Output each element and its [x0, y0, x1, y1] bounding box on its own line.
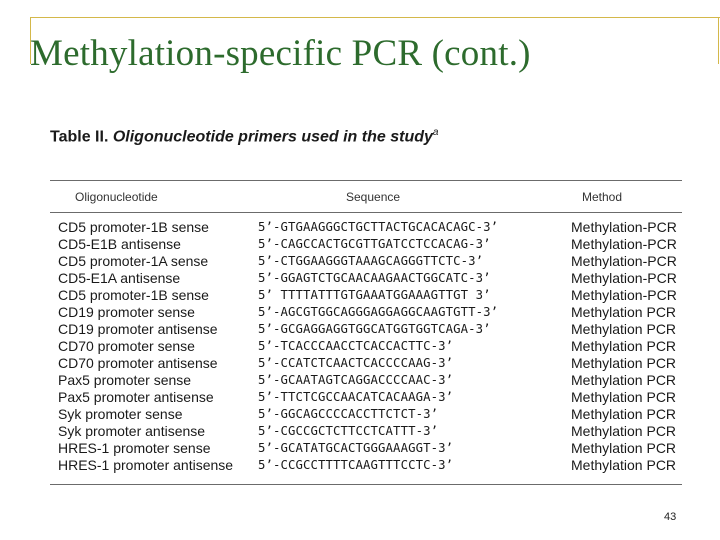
table-row: [0, 270, 720, 287]
sequence-cell: 5’-CGCCGCTCTTCCTCATTT-3’: [258, 424, 439, 438]
sequence-cell: 5’-TCACCCAACCTCACCACTTC-3’: [258, 339, 454, 353]
table-body: [0, 219, 720, 474]
sequence-cell: 5’-AGCGTGGCAGGGAGGAGGCAAGTGTT-3’: [258, 305, 499, 319]
sequence-cell: 5’-CCGCCTTTTCAAGTTTCCTC-3’: [258, 458, 454, 472]
table-row: [0, 236, 720, 253]
method-cell: Methylation PCR: [571, 321, 677, 337]
method-cell: Methylation PCR: [571, 440, 677, 456]
oligonucleotide-cell: HRES-1 promoter antisense: [58, 457, 234, 473]
method-cell: Methylation-PCR: [571, 236, 677, 252]
sequence-cell: 5’-CAGCCACTGCGTTGATCCTCCACAG-3’: [258, 237, 491, 251]
slide-title: Methylation-specific PCR (cont.): [30, 33, 531, 74]
sequence-cell: 5’-TTCTCGCCAACATCACAAGA-3’: [258, 390, 454, 404]
column-header-method: Method: [582, 190, 623, 204]
table-row: [0, 389, 720, 406]
oligonucleotide-cell: CD5 promoter-1B sense: [58, 219, 209, 235]
table-row: [0, 321, 720, 338]
table-top-rule: [50, 180, 682, 181]
sequence-cell: 5’-GCAATAGTCAGGACCCCAAC-3’: [258, 373, 454, 387]
column-header-oligonucleotide: Oligonucleotide: [75, 190, 158, 204]
table-row: [0, 457, 720, 474]
method-cell: Methylation PCR: [571, 423, 677, 439]
oligonucleotide-cell: CD19 promoter antisense: [58, 321, 218, 337]
method-cell: Methylation PCR: [571, 457, 677, 473]
method-cell: Methylation-PCR: [571, 219, 677, 235]
method-cell: Methylation PCR: [571, 389, 677, 405]
method-cell: Methylation PCR: [571, 338, 677, 354]
oligonucleotide-cell: Syk promoter antisense: [58, 423, 206, 439]
table-row: [0, 338, 720, 355]
oligonucleotide-cell: CD5 promoter-1B sense: [58, 287, 209, 303]
top-decor-line: [30, 17, 720, 18]
method-cell: Methylation PCR: [571, 355, 677, 371]
oligonucleotide-cell: CD70 promoter antisense: [58, 355, 218, 371]
table-row: [0, 355, 720, 372]
table-caption-text: Oligonucleotide primers used in the study: [112, 128, 433, 146]
table-caption-prefix: Table II.: [50, 128, 109, 146]
oligonucleotide-cell: Pax5 promoter antisense: [58, 389, 214, 405]
table-row: [0, 406, 720, 423]
oligonucleotide-cell: HRES-1 promoter sense: [58, 440, 211, 456]
table-row: [0, 372, 720, 389]
right-decor-line: [718, 17, 719, 64]
oligonucleotide-cell: Syk promoter sense: [58, 406, 183, 422]
method-cell: Methylation-PCR: [571, 270, 677, 286]
column-header-sequence: Sequence: [346, 190, 401, 204]
method-cell: Methylation-PCR: [571, 287, 677, 303]
oligonucleotide-cell: CD70 promoter sense: [58, 338, 195, 354]
table-row: [0, 423, 720, 440]
method-cell: Methylation PCR: [571, 304, 677, 320]
table-row: [0, 253, 720, 270]
table-row: [0, 440, 720, 457]
oligonucleotide-cell: Pax5 promoter sense: [58, 372, 192, 388]
sequence-cell: 5’ TTTTATTTGTGAAATGGAAAGTTGT 3’: [258, 288, 491, 302]
oligonucleotide-cell: CD19 promoter sense: [58, 304, 195, 320]
oligonucleotide-cell: CD5-E1A antisense: [58, 270, 181, 286]
sequence-cell: 5’-GCGAGGAGGTGGCATGGTGGTCAGA-3’: [258, 322, 491, 336]
table-row: [0, 219, 720, 236]
header-rule: [50, 212, 682, 213]
page-number: 43: [664, 511, 677, 523]
table-caption: [50, 127, 438, 146]
sequence-cell: 5’-GTGAAGGGCTGCTTACTGCACACAGC-3’: [258, 220, 499, 234]
sequence-cell: 5’-CTGGAAGGGTAAAGCAGGGTTCTC-3’: [258, 254, 484, 268]
table-row: [0, 304, 720, 321]
sequence-cell: 5’-GGAGTCTGCAACAAGAACTGGCATC-3’: [258, 271, 491, 285]
method-cell: Methylation PCR: [571, 406, 677, 422]
sequence-cell: 5’-GCATATGCACTGGGAAAGGT-3’: [258, 441, 454, 455]
table-caption-footnote: a: [432, 127, 439, 138]
method-cell: Methylation PCR: [571, 372, 677, 388]
table-row: [0, 287, 720, 304]
sequence-cell: 5’-GGCAGCCCCACCTTCTCT-3’: [258, 407, 439, 421]
table-bottom-rule: [50, 484, 682, 485]
oligonucleotide-cell: CD5 promoter-1A sense: [58, 253, 209, 269]
oligonucleotide-cell: CD5-E1B antisense: [58, 236, 181, 252]
sequence-cell: 5’-CCATCTCAACTCACCCCAAG-3’: [258, 356, 454, 370]
method-cell: Methylation-PCR: [571, 253, 677, 269]
